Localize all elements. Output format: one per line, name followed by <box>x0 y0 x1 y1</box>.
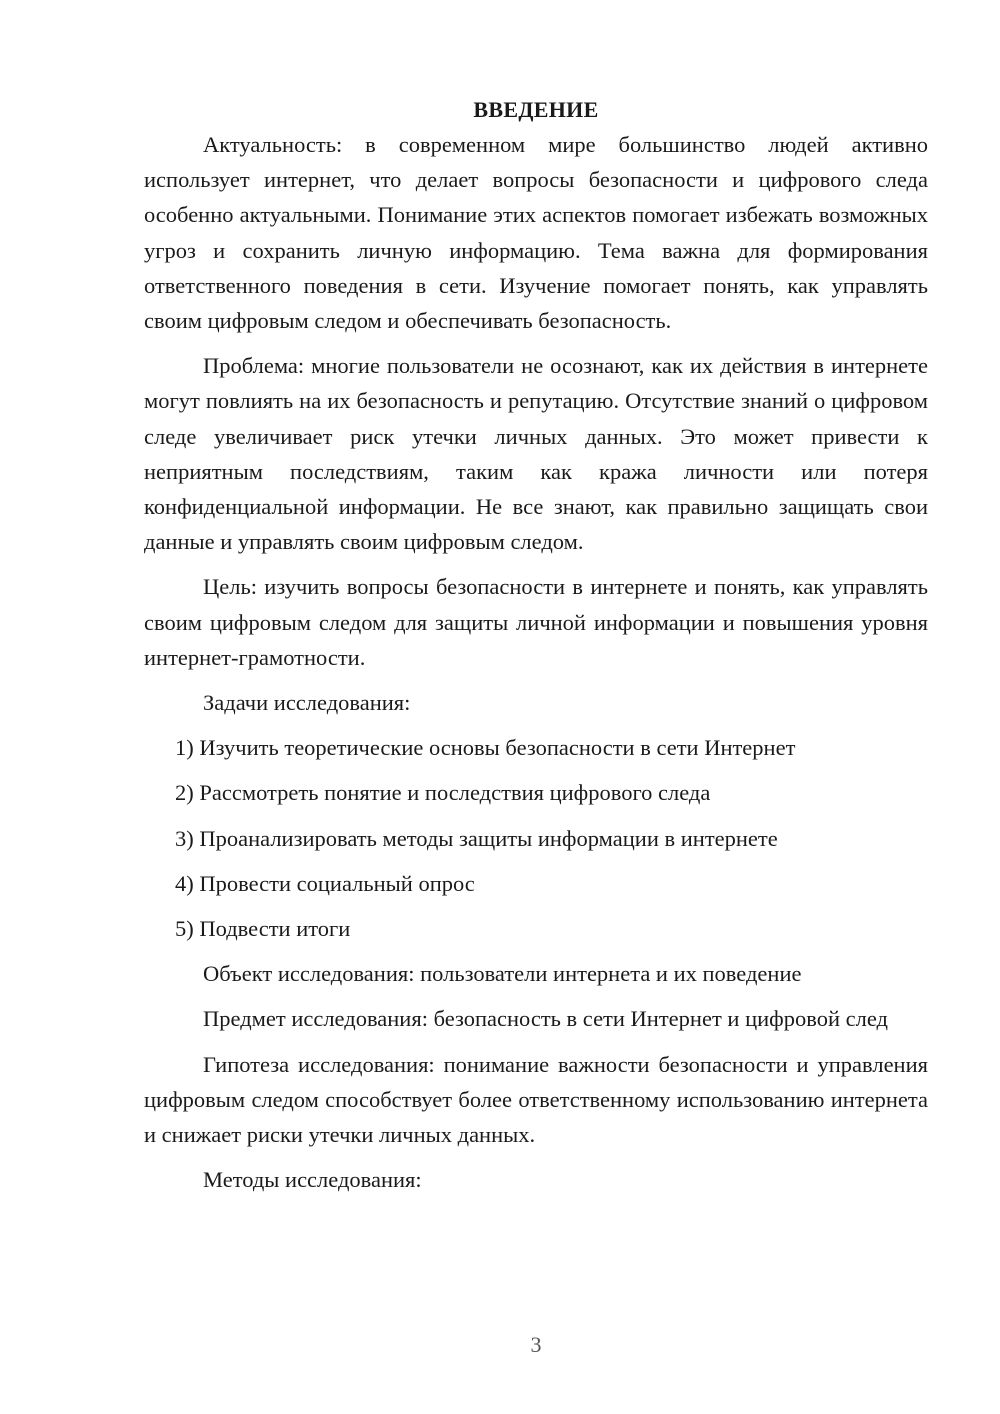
paragraph-goal: Цель: изучить вопросы безопасности в интернете и понять, как управлять своим цифровым следом для защиты личной информации и повышения уровня интернет-грамотности. <box>144 574 928 670</box>
page-number: 3 <box>530 1332 542 1357</box>
list-item: 3) Проанализировать методы защиты информации в интернете <box>175 825 778 851</box>
list-item: 2) Рассмотреть понятие и последствия цифрового следа <box>175 780 711 806</box>
paragraph-relevance: Актуальность: в современном мире большинство людей активно использует интернет, что делает вопросы безопасности и цифрового следа особенно актуальными. Понимание этих аспектов помогает избежать возможных угроз и сохранить личную информацию. Тема важна для формирования ответственного поведения в сети. Изучение помогает понять, как управлять своим цифровым следом и обеспечивать безопасность. <box>144 132 928 334</box>
list-item: 1) Изучить теоретические основы безопасности в сети Интернет <box>175 735 796 761</box>
list-item: 5) Подвести итоги <box>175 916 351 942</box>
page-title: ВВЕДЕНИЕ <box>473 97 599 122</box>
tasks-heading: Задачи исследования: <box>203 690 411 716</box>
tasks-list <box>144 730 928 946</box>
paragraph-problem: Проблема: многие пользователи не осознают, как их действия в интернете могут повлиять на их безопасность и репутацию. Отсутствие знаний о цифровом следе увеличивает риск утечки личных данных. Это может привести к неприятным последствиям, таким как кража личности или потеря конфиденциальной информации. Не все знают, как правильно защищать свои данные и управлять своим цифровым следом. <box>144 353 928 555</box>
methods-heading: Методы исследования: <box>203 1167 422 1193</box>
paragraph-object: Объект исследования: пользователи интернета и их поведение <box>203 961 802 987</box>
paragraph-hypothesis: Гипотеза исследования: понимание важности безопасности и управления цифровым следом способствует более ответственному использованию интернета и снижает риски утечки личных данных. <box>144 1051 928 1148</box>
list-item: 4) Провести социальный опрос <box>175 870 475 896</box>
paragraph-subject: Предмет исследования: безопасность в сети Интернет и цифровой след <box>203 1006 888 1032</box>
document-page <box>144 92 928 1197</box>
